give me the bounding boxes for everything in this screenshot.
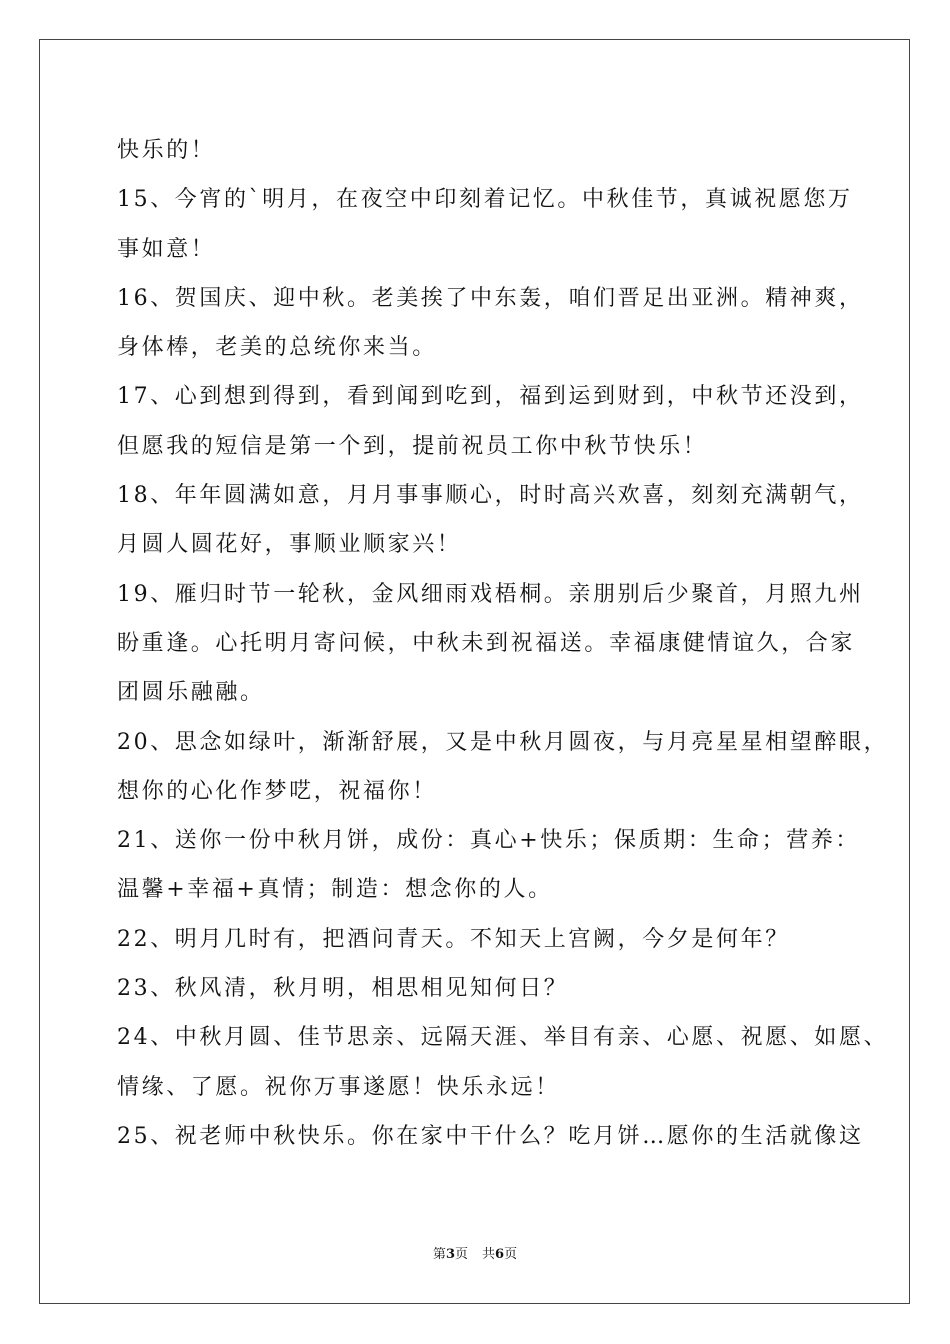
- text-line: 月圆人圆花好，事顺业顺家兴！: [117, 532, 462, 558]
- text-line: 盼重逢。心托明月寄问候，中秋未到祝福送。幸福康健情谊久，合家: [117, 630, 856, 656]
- text-line: 想你的心化作梦呓，祝福你！: [117, 778, 437, 804]
- text-line: 20、思念如绿叶，渐渐舒展，又是中秋月圆夜，与月亮星星相望醉眼，: [117, 729, 889, 755]
- total-suffix: 页: [504, 1247, 518, 1262]
- text-line: 事如意！: [117, 236, 216, 262]
- text-line: 温馨+幸福+真情；制造：想念你的人。: [117, 877, 553, 903]
- text-line: 25、祝老师中秋快乐。你在家中干什么？吃月饼…愿你的生活就像这: [117, 1123, 864, 1149]
- text-line: 16、贺国庆、迎中秋。老美挨了中东轰，咱们晋足出亚洲。精神爽，: [117, 285, 864, 311]
- text-line: 17、心到想到得到，看到闻到吃到，福到运到财到，中秋节还没到，: [117, 384, 864, 410]
- page-prefix: 第: [432, 1247, 446, 1262]
- text-line: 24、中秋月圆、佳节思亲、远隔天涯、举目有亲、心愿、祝愿、如愿、: [117, 1025, 889, 1051]
- text-line: 但愿我的短信是第一个到，提前祝员工你中秋节快乐！: [117, 433, 708, 459]
- text-line: 15、今宵的`明月，在夜空中印刻着记忆。中秋佳节，真诚祝愿您万: [117, 187, 853, 213]
- text-line: 22、明月几时有，把酒问青天。不知天上宫阙，今夕是何年？: [117, 926, 790, 952]
- text-line: 21、送你一份中秋月饼，成份：真心+快乐；保质期：生命；营养：: [117, 828, 861, 854]
- total-pages-number: 6: [495, 1247, 505, 1262]
- document-body: [117, 126, 889, 1161]
- text-line: 团圆乐融融。: [117, 680, 265, 706]
- text-line: 快乐的！: [117, 138, 216, 163]
- text-line: 23、秋风清，秋月明，相思相见知何日？: [117, 976, 569, 1002]
- text-line: 19、雁归时节一轮秋，金风细雨戏梧桐。亲朋别后少聚首，月照九州: [117, 581, 864, 607]
- page-suffix: 页: [454, 1247, 468, 1262]
- text-line: 情缘、了愿。祝你万事遂愿！快乐永远！: [117, 1074, 560, 1100]
- text-line: 18、年年圆满如意，月月事事顺心，时时高兴欢喜，刻刻充满朝气，: [117, 483, 864, 509]
- current-page-number: 3: [445, 1247, 455, 1262]
- text-line: 身体棒，老美的总统你来当。: [117, 335, 437, 361]
- total-prefix: 共: [482, 1247, 496, 1262]
- page-footer: [0, 1246, 950, 1264]
